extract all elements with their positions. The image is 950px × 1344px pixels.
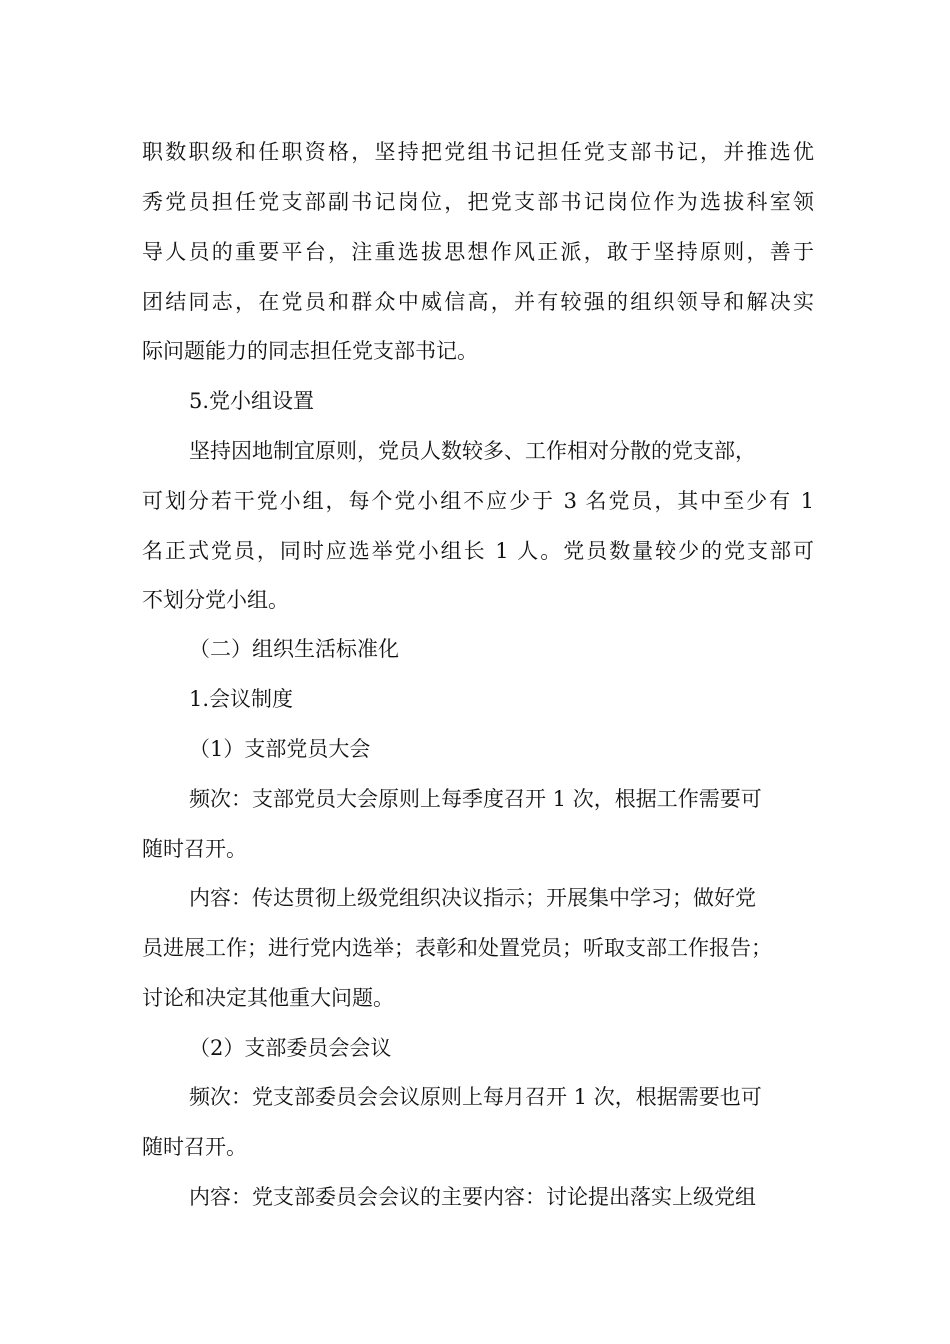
paragraph-line: 随时召开。 (142, 837, 247, 861)
paragraph-line: 际问题能力的同志担任党支部书记。 (142, 339, 478, 363)
paragraph-line: 可划分若干党小组，每个党小组不应少于 3 名党员，其中至少有 1 (142, 489, 814, 513)
paragraph-line: 内容：传达贯彻上级党组织决议指示；开展集中学习；做好党 (189, 886, 756, 910)
paragraph-line: 团结同志，在党员和群众中威信高，并有较强的组织领导和解决实 (142, 290, 814, 314)
section-heading: （2）支部委员会会议 (189, 1036, 392, 1060)
paragraph-line: 不划分党小组。 (142, 588, 289, 612)
paragraph-line: 名正式党员，同时应选举党小组长 1 人。党员数量较少的党支部可 (142, 539, 814, 563)
paragraph-line: 职数职级和任职资格，坚持把党组书记担任党支部书记，并推选优 (142, 140, 814, 164)
section-heading: （二）组织生活标准化 (189, 637, 399, 661)
paragraph-line: 讨论和决定其他重大问题。 (142, 986, 394, 1010)
section-heading: 5.党小组设置 (189, 389, 315, 413)
section-heading: （1）支部党员大会 (189, 737, 371, 761)
paragraph-line: 坚持因地制宜原则，党员人数较多、工作相对分散的党支部， (189, 439, 756, 463)
paragraph-line: 频次：支部党员大会原则上每季度召开 1 次，根据工作需要可 (189, 787, 762, 811)
section-heading: 1.会议制度 (189, 687, 294, 711)
paragraph-line: 随时召开。 (142, 1135, 247, 1159)
paragraph-line: 员进展工作；进行党内选举；表彰和处置党员；听取支部工作报告； (142, 936, 772, 960)
paragraph-line: 秀党员担任党支部副书记岗位，把党支部书记岗位作为选拔科室领 (142, 190, 814, 214)
paragraph-line: 频次：党支部委员会会议原则上每月召开 1 次，根据需要也可 (189, 1085, 762, 1109)
paragraph-line: 导人员的重要平台，注重选拔思想作风正派，敢于坚持原则，善于 (142, 240, 814, 264)
paragraph-line: 内容：党支部委员会会议的主要内容：讨论提出落实上级党组 (189, 1185, 756, 1209)
